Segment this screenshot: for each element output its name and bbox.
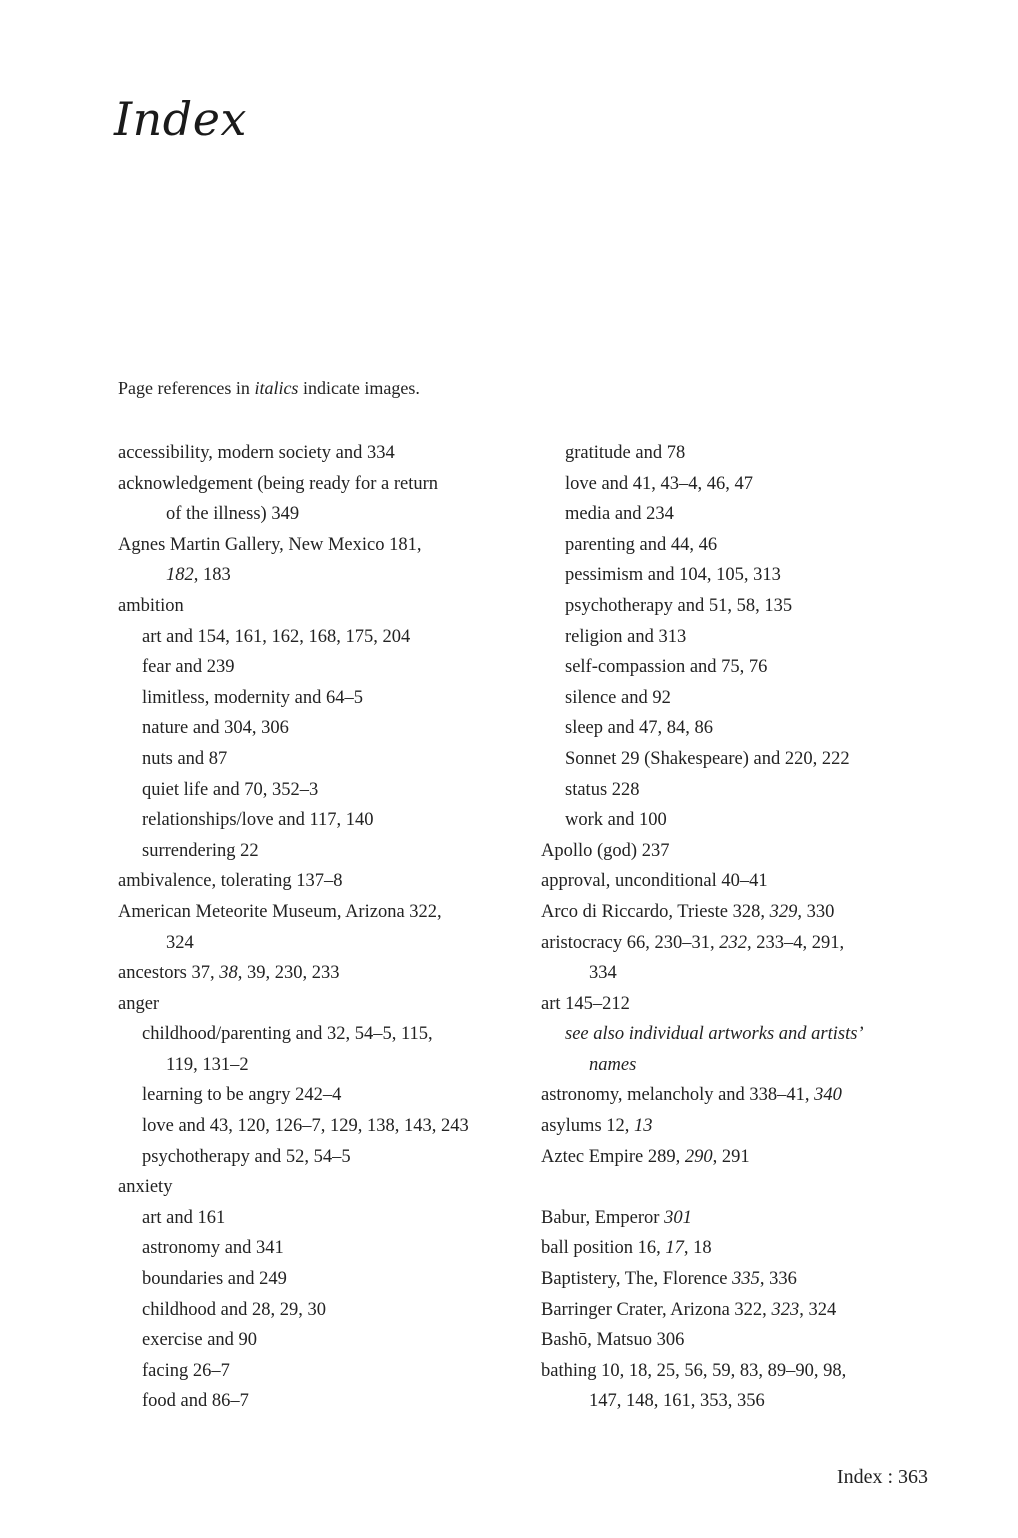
index-subentry: Sonnet 29 (Shakespeare) and 220, 222: [565, 748, 850, 769]
index-subentry: self-compassion and 75, 76: [565, 657, 768, 678]
index-entry: [541, 1203, 921, 1234]
index-entry: ambivalence, tolerating 137–8: [118, 871, 343, 892]
image-page-ref: 13: [634, 1116, 653, 1137]
index-continuation: [118, 560, 518, 591]
index-subentry: exercise and 90: [142, 1330, 258, 1351]
entry-text: Babur, Emperor: [541, 1207, 665, 1228]
index-subentry: love and 43, 120, 126–7, 129, 138, 143, 243: [142, 1116, 469, 1137]
entry-text: Barringer Crater, Arizona 322,: [541, 1299, 772, 1320]
index-continuation: 147, 148, 161, 353, 356: [589, 1391, 765, 1412]
note-italic: italics: [254, 378, 299, 398]
entry-text: aristocracy 66, 230–31,: [541, 932, 720, 953]
index-subentry: boundaries and 249: [142, 1269, 287, 1290]
index-subentry: surrendering 22: [142, 840, 259, 861]
entry-text: asylums 12,: [541, 1116, 635, 1137]
index-entry: [541, 1295, 921, 1326]
entry-text: , 39, 230, 233: [237, 963, 340, 984]
image-page-ref: 290: [684, 1146, 713, 1167]
image-page-ref: 340: [814, 1085, 842, 1106]
index-subentry: art and 154, 161, 162, 168, 175, 204: [142, 626, 411, 647]
entry-text: Aztec Empire 289,: [541, 1146, 685, 1167]
index-continuation: 119, 131–2: [166, 1054, 249, 1075]
image-page-ref: names: [589, 1054, 637, 1075]
index-continuation: 324: [166, 932, 194, 953]
image-page-ref: 323: [771, 1299, 800, 1320]
italics-note: [118, 378, 420, 399]
index-subentry: sleep and 47, 84, 86: [565, 718, 713, 739]
index-entry: [541, 897, 921, 928]
note-after: indicate images.: [298, 378, 420, 398]
index-entry: Apollo (god) 237: [541, 840, 670, 861]
index-entry: art 145–212: [541, 993, 630, 1014]
index-subentry: quiet life and 70, 352–3: [142, 779, 319, 800]
index-subentry: nuts and 87: [142, 748, 228, 769]
image-page-ref: 329: [769, 901, 798, 922]
index-entry: Bashō, Matsuo 306: [541, 1330, 685, 1351]
page-footer: Index : 363: [836, 1466, 928, 1488]
index-continuation: of the illness) 349: [166, 504, 300, 525]
index-column-left: [118, 438, 518, 1417]
entry-text: Baptistery, The, Florence: [541, 1269, 733, 1290]
index-subentry: facing 26–7: [142, 1360, 230, 1381]
entry-text: Arco di Riccardo, Trieste 328,: [541, 901, 770, 922]
image-page-ref: 17: [665, 1238, 684, 1259]
index-subentry: silence and 92: [565, 687, 671, 708]
image-page-ref: 182: [166, 565, 194, 586]
index-entry: anger: [118, 993, 160, 1014]
image-page-ref: 232: [719, 932, 748, 953]
page-title: Index: [114, 92, 247, 146]
entry-text: , 18: [683, 1238, 712, 1259]
index-subentry: psychotherapy and 52, 54–5: [142, 1146, 351, 1167]
entry-text: ball position 16,: [541, 1238, 666, 1259]
entry-text: , 336: [759, 1269, 797, 1290]
note-before: Page references in: [118, 378, 255, 398]
index-subentry: religion and 313: [565, 626, 687, 647]
index-subentry: learning to be angry 242–4: [142, 1085, 342, 1106]
index-subentry: fear and 239: [142, 657, 235, 678]
index-entry: [541, 928, 921, 959]
index-subentry: relationships/love and 117, 140: [142, 810, 374, 831]
image-page-ref: 335: [732, 1269, 760, 1290]
index-entry: [541, 1111, 921, 1142]
index-subentry: parenting and 44, 46: [565, 534, 718, 555]
entry-text: , 291: [712, 1146, 750, 1167]
entry-text: ancestors 37,: [118, 963, 220, 984]
index-continuation: 334: [589, 963, 617, 984]
index-subentry: psychotherapy and 51, 58, 135: [565, 595, 793, 616]
index-subentry: work and 100: [565, 810, 667, 831]
index-subentry: limitless, modernity and 64–5: [142, 687, 363, 708]
index-entry: Agnes Martin Gallery, New Mexico 181,: [118, 534, 422, 555]
index-subentry: [541, 1019, 921, 1050]
index-subentry: food and 86–7: [142, 1391, 249, 1412]
index-entry: accessibility, modern society and 334: [118, 443, 395, 463]
index-entry: ambition: [118, 595, 184, 616]
index-subentry: nature and 304, 306: [142, 718, 289, 739]
index-entry: approval, unconditional 40–41: [541, 871, 768, 892]
index-entry: [541, 1264, 921, 1295]
image-page-ref: 38: [219, 963, 238, 984]
index-entry: anxiety: [118, 1177, 173, 1198]
index-subentry: pessimism and 104, 105, 313: [565, 565, 781, 586]
entry-text: , 183: [193, 565, 231, 586]
index-entry: [541, 1233, 921, 1264]
entry-text: , 324: [799, 1299, 837, 1320]
index-entry: bathing 10, 18, 25, 56, 59, 83, 89–90, 98,: [541, 1360, 847, 1381]
entry-text: , 330: [797, 901, 835, 922]
image-page-ref: 301: [664, 1207, 692, 1228]
index-subentry: astronomy and 341: [142, 1238, 284, 1259]
index-subentry: childhood/parenting and 32, 54–5, 115,: [142, 1024, 433, 1045]
index-continuation: [541, 1050, 921, 1081]
index-subentry: art and 161: [142, 1207, 226, 1228]
entry-text: , 233–4, 291,: [747, 932, 845, 953]
index-subentry: childhood and 28, 29, 30: [142, 1299, 326, 1320]
index-entry: American Meteorite Museum, Arizona 322,: [118, 901, 442, 922]
image-page-ref: see also individual artworks and artists’: [565, 1024, 864, 1045]
index-entry: [118, 958, 518, 989]
index-entry: acknowledgement (being ready for a return: [118, 473, 439, 494]
index-subentry: gratitude and 78: [565, 443, 686, 463]
index-subentry: media and 234: [565, 504, 674, 525]
entry-text: astronomy, melancholy and 338–41,: [541, 1085, 815, 1106]
section-gap: [541, 1172, 921, 1203]
index-column-right: [541, 438, 921, 1417]
index-subentry: status 228: [565, 779, 640, 800]
index-entry: [541, 1080, 921, 1111]
index-subentry: love and 41, 43–4, 46, 47: [565, 473, 754, 494]
index-entry: [541, 1142, 921, 1173]
